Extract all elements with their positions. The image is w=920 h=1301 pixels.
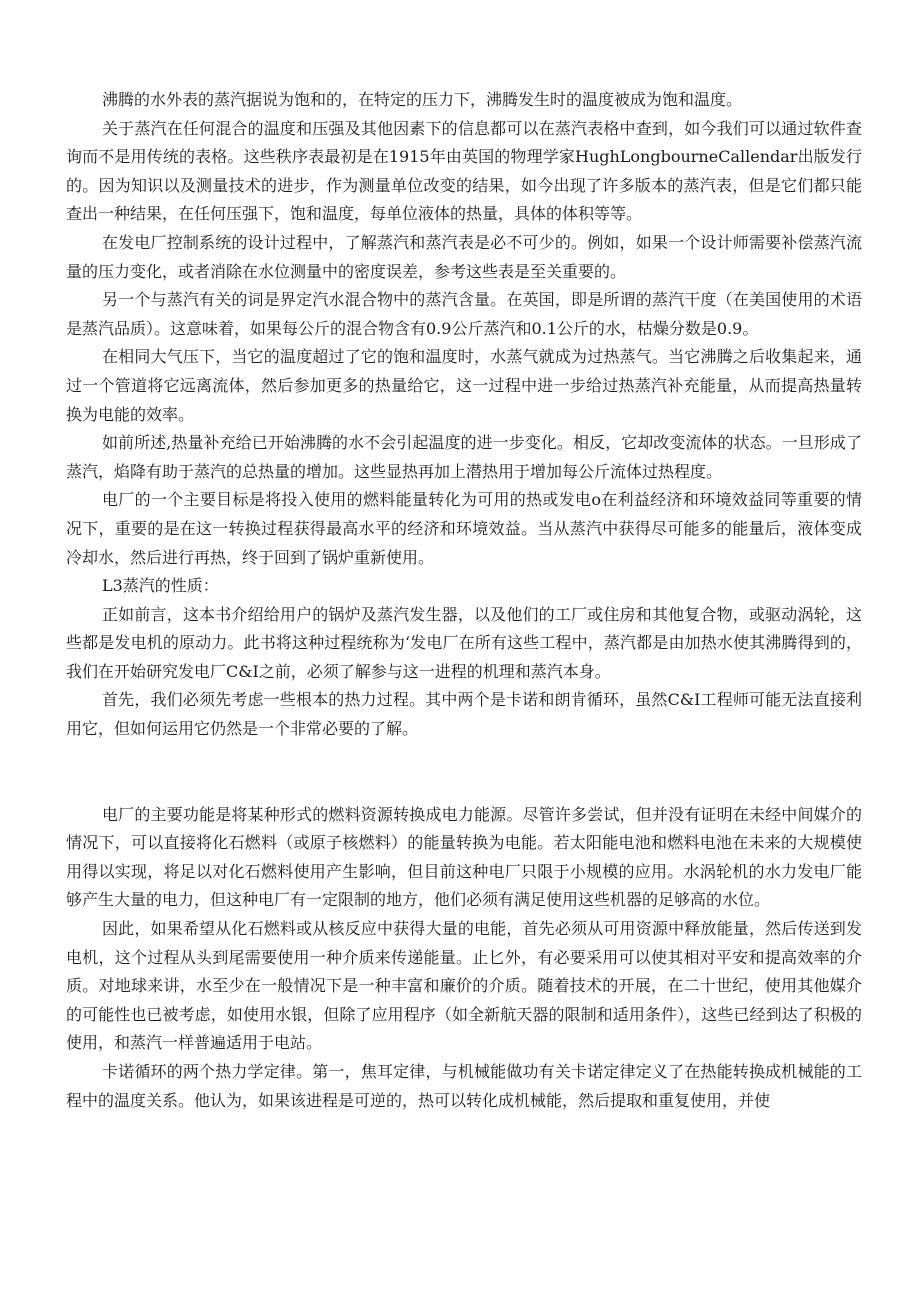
paragraph-thermal-processes: 首先，我们必须先考虑一些根本的热力过程。其中两个是卡诺和朗肯循环，虽然C&I工程师可能无法直接利用它，但如何运用它仍然是一个非常必要的了解。 — [66, 690, 862, 739]
document-page — [66, 86, 862, 1115]
paragraph-control-design: 在发电厂控制系统的设计过程中，了解蒸汽和蒸汽表是必不可少的。例如，如果一个设计师需要补偿蒸汽流量的压力变化，或者消除在水位测量中的密度误差，参考这些表是至关重要的。 — [66, 232, 862, 281]
paragraph-energy-medium: 因此，如果希望从化石燃料或从核反应中获得大量的电能，首先必须从可用资源中释放能量，然后传送到发电机，这个过程从头到尾需要使用一种介质来传递能量。止匕外，有必要采用可以使其相对平安和提高效率的介质。对地球来讲，水至少在一般情况下是一种丰富和廉价的介质。随着技术的开展，在二十世纪，使用其他媒介的可能性也已被考虑，如使用水银，但除了应用程序（如全新航天器的限制和适用条件），这些已经到达了积极的使用，和蒸汽一样普遍适用于电站。 — [66, 919, 862, 1053]
paragraph-steam-tables: 关于蒸汽在任何混合的温度和压强及其他因素下的信息都可以在蒸汽表格中查到，如今我们可以通过软件查询而不是用传统的表格。这些秩序表最初是在1915年由英国的物理学家HughLongbourneCallendar出版发行的。因为知识以及测量技术的进步，作为测量单位改变的结果，如今出现了许多版本的蒸汽表，但是它们都只能查出一种结果，在任何压强下，饱和温度，每单位液体的热量，具体的体积等等。 — [66, 118, 862, 224]
paragraph-gap — [66, 744, 862, 801]
paragraph-carnot-laws: 卡诺循环的两个热力学定律。第一，焦耳定律，与机械能做功有关卡诺定律定义了在热能转换成机械能的工程中的温度关系。他认为，如果该进程是可逆的，热可以转化成机械能，然后提取和重复使用，并使 — [66, 1062, 862, 1110]
paragraph-plant-function: 电厂的主要功能是将某种形式的燃料资源转换成电力能源。尽管许多尝试，但并没有证明在未经中间媒介的情况下，可以直接将化石燃料（或原子核燃料）的能量转换为电能。若太阳能电池和燃料电池在未来的大规模使用得以实现，将足以对化石燃料使用产生影响，但目前这种电厂只限于小规模的应用。水涡轮机的水力发电厂能够产生大量的电力，但这种电厂有一定限制的地方，他们必须有满足使用这些机器的足够高的水位。 — [66, 804, 862, 910]
paragraph-saturation: 沸腾的水外表的蒸汽据说为饱和的，在特定的压力下，沸腾发生时的温度被成为饱和温度。 — [102, 90, 743, 109]
paragraph-plant-goal: 电厂的一个主要目标是将投入使用的燃料能量转化为可用的热或发电o在利益经济和环境效益同等重要的情况下，重要的是在这一转换过程获得最高水平的经济和环境效益。当从蒸汽中获得尽可能多的能量后，液体变成冷却水，然后进行再热，终于回到了锅炉重新使用。 — [66, 490, 862, 567]
paragraph-superheated-steam: 在相同大气压下，当它的温度超过了它的饱和温度时，水蒸气就成为过热蒸气。当它沸腾之后收集起来，通过一个管道将它远离流体，然后参加更多的热量给它，这一过程中进一步给过热蒸汽补充能量，从而提高热量转换为电能的效率。 — [66, 347, 862, 424]
paragraph-steam-dryness: 另一个与蒸汽有关的词是界定汽水混合物中的蒸汽含量。在英国，即是所谓的蒸汽干度（在美国使用的术语是蒸汽品质）。这意味着，如果每公斤的混合物含有0.9公斤蒸汽和0.1公斤的水，枯燥分数是0.9。 — [66, 290, 862, 338]
paragraph-book-intro: 正如前言，这本书介绍给用户的锅炉及蒸汽发生器，以及他们的工厂或住房和其他复合物，或驱动涡轮，这些都是发电机的原动力。此书将这种过程统称为‘发电厂在所有这些工程中，蒸汽都是由加热水使其沸腾得到的，我们在开始研究发电厂C&I之前，必须了解参与这一进程的机理和蒸汽本身。 — [66, 604, 862, 681]
section-heading-steam-properties: L3蒸汽的性质： — [102, 576, 219, 596]
paragraph-heat-addition: 如前所述,热量补充给已开始沸腾的水不会引起温度的进一步变化。相反，它却改变流体的状态。一旦形成了蒸汽，焰降有助于蒸汽的总热量的增加。这些显热再加上潜热用于增加每公斤流体过热程度。 — [66, 433, 862, 481]
